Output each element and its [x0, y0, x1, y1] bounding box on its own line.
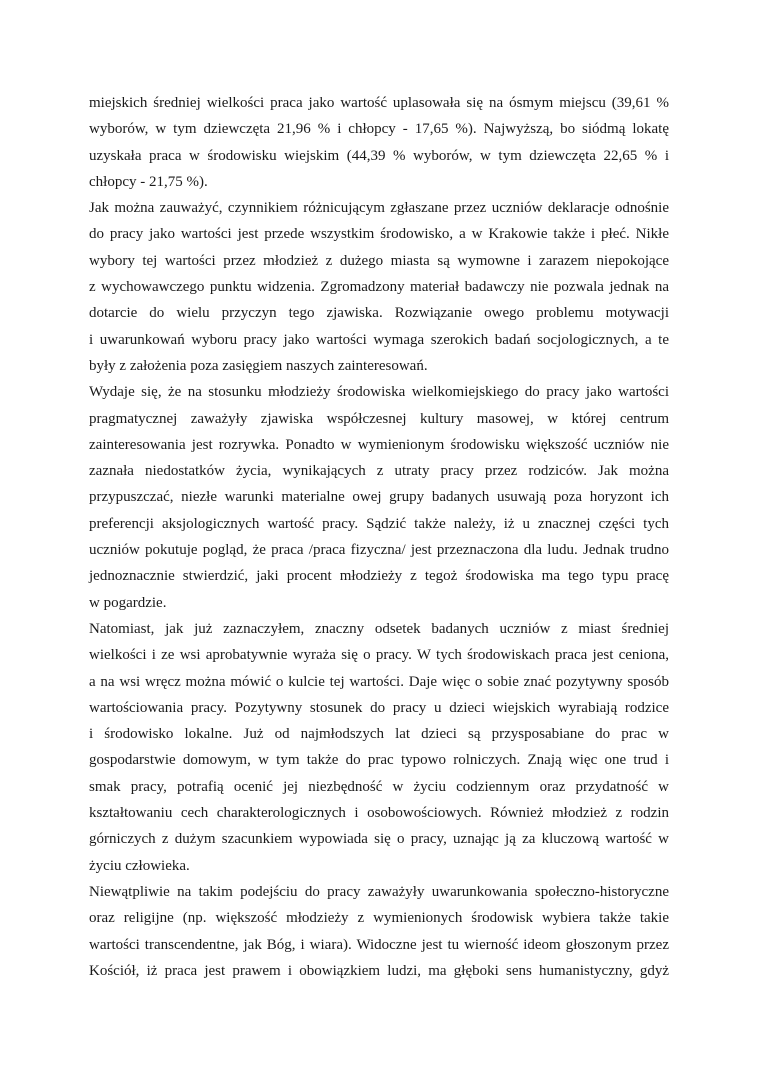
text-line: Kościół, iż praca jest prawem i obowiązkiem ludzi, ma głęboki sens humanistyczny, gdyż — [89, 962, 669, 979]
text-line: oraz religijne (np. większość młodzieży z wymienionych środowisk wybiera także takie — [89, 910, 669, 927]
text-line: zainteresowania jest rozrywka. Ponadto w wymienionym środowisku większość uczniów nie — [89, 436, 669, 453]
text-line: były z założenia poza zasięgiem naszych zainteresowań. — [89, 357, 428, 374]
paragraph-2 — [89, 195, 669, 379]
paragraph-1 — [89, 90, 669, 195]
text-line: smak pracy, potrafią ocenić jej niezbędność w życiu codziennym oraz przydatność w — [89, 778, 669, 795]
text-line: dotarcie do wielu przyczyn tego zjawiska. Rozwiązanie owego problemu motywacji — [89, 305, 669, 322]
text-line: wielkości i ze wsi aprobatywnie wyraża się o pracy. W tych środowiskach praca jest ceniona, — [89, 647, 669, 664]
text-line: chłopcy - 21,75 %). — [89, 173, 208, 190]
text-line: Natomiast, jak już zaznaczyłem, znaczny odsetek badanych uczniów z miast średniej — [89, 620, 669, 637]
text-line: a na wsi wręcz można mówić o kulcie tej wartości. Daje więc o sobie znać pozytywny sposób — [89, 673, 669, 690]
text-line: Niewątpliwie na takim podejściu do pracy zaważyły uwarunkowania społeczno-historyczne — [89, 883, 669, 900]
text-line: miejskich średniej wielkości praca jako wartość uplasowała się na ósmym miejscu (39,61 % — [89, 95, 669, 111]
text-line: Wydaje się, że na stosunku młodzieży środowiska wielkomiejskiego do pracy jako wartości — [89, 384, 669, 401]
text-line: i uwarunkowań wyboru pracy jako wartości wymaga szerokich badań socjologicznych, a te — [89, 331, 669, 348]
body-text — [89, 90, 669, 984]
text-line: zaznała niedostatków życia, wynikających z utraty pracy przez rodziców. Jak można — [89, 463, 669, 480]
text-line: preferencji aksjologicznych wartość pracy. Sądzić także należy, iż u znacznej części tych — [89, 515, 669, 532]
text-line: życiu człowieka. — [89, 857, 190, 874]
text-line: gospodarstwie domowym, w tym także do prac typowo rolniczych. Znają więc one trud i — [89, 752, 669, 769]
text-line: wartościowania pracy. Pozytywny stosunek do pracy u dzieci wiejskich wyrabiają rodzice — [89, 699, 669, 716]
paragraph-3 — [89, 379, 669, 616]
text-line: do pracy jako wartości jest przede wszystkim środowisko, a w Krakowie także i płeć. Nikłe — [89, 226, 669, 243]
text-line: i środowisko lokalne. Już od najmłodszych lat dzieci są przysposabiane do prac w — [89, 726, 669, 743]
text-line: wybory tej wartości przez młodzież z dużego miasta są wymowne i zarazem niepokojące — [89, 252, 669, 269]
text-line: jednoznacznie stwierdzić, jaki procent młodzieży z tegoż środowiska ma tego typu pracę — [89, 568, 669, 585]
text-line: przypuszczać, niezłe warunki materialne owej grupy badanych usuwają poza horyzont ich — [89, 489, 669, 506]
text-line: wartości transcendentne, jak Bóg, i wiara). Widoczne jest tu wierność ideom głoszonym przez — [89, 936, 669, 953]
text-line: uczniów pokutuje pogląd, że praca /praca fizyczna/ jest przeznaczona dla ludu. Jednak trudno — [89, 542, 669, 559]
text-line: w pogardzie. — [89, 594, 167, 611]
text-line: Jak można zauważyć, czynnikiem różnicującym zgłaszane przez uczniów deklaracje odnośnie — [89, 200, 669, 217]
text-line: wyborów, w tym dziewczęta 21,96 % i chłopcy - 17,65 %). Najwyższą, bo siódmą lokatę — [89, 121, 669, 138]
paragraph-4 — [89, 616, 669, 879]
text-line: kształtowaniu cech charakterologicznych i osobowościowych. Również młodzież z rodzin — [89, 805, 669, 822]
text-line: pragmatycznej zaważyły zjawiska współczesnej kultury masowej, w której centrum — [89, 410, 669, 427]
paragraph-5 — [89, 879, 669, 984]
text-line: z wychowawczego punktu widzenia. Zgromadzony materiał badawczy nie pozwala jednak na — [89, 279, 669, 296]
text-line: górniczych z dużym szacunkiem wypowiada się o pracy, uznając ją za kluczową wartość w — [89, 831, 669, 848]
text-line: uzyskała praca w środowisku wiejskim (44,39 % wyborów, w tym dziewczęta 22,65 % i — [89, 147, 669, 164]
